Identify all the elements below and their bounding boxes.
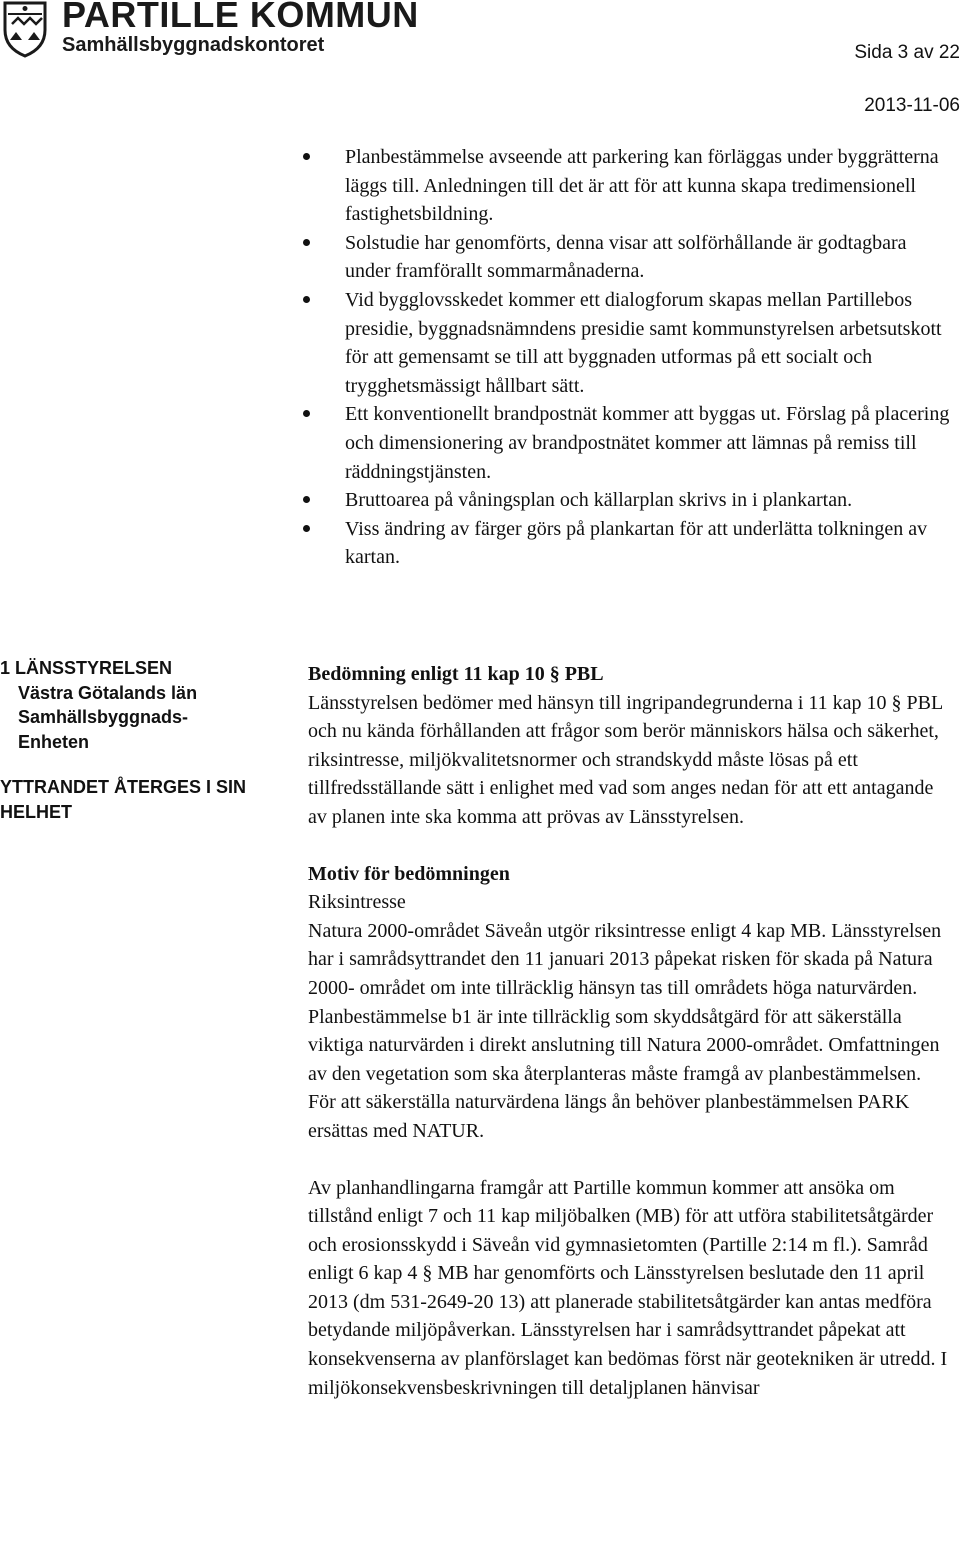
bullet-icon — [303, 296, 310, 303]
list-item — [300, 286, 950, 400]
stability-paragraph: Av planhandlingarna framgår att Partille kommun kommer att ansöka om tillstånd enligt 7 och 11 kap miljöbalken (MB) för att utföra stabilitetsåtgärder och erosionsskydd i Säveån vid gymnasietomten (Partille 2:14 m fl.). Samråd enligt 6 kap 4 § MB har genomförts och Länsstyrelsen beslutade den 11 april 2013 (dm 531-2649-20 13) att planerade stabilitetsåtgärder kan antas medföra betydande miljöpåverkan. Länsstyrelsen har i samrådsyttrandet påpekat att konsekvenserna av planförslaget kan bedömas först när geotekniken är utredd. I miljökonsekvensbeskrivningen till detaljplanen hänvisar — [308, 1176, 948, 1399]
document-date: 2013-11-06 — [864, 95, 960, 116]
section-heading-motivation: Motiv för bedömningen — [308, 862, 510, 885]
sender-note: YTTRANDET ÅTERGES I SIN HELHET — [0, 777, 247, 822]
list-item — [300, 515, 950, 572]
bullet-list — [300, 143, 950, 572]
motivation-paragraph: Natura 2000-området Säveån utgör riksintresse enligt 4 kap MB. Länsstyrelsen har i samrådsyttrandet den 11 januari 2013 påpekat risken för skada på Natura 2000- området om inte tillräcklig hänsyn tas till områdets höga naturvärden. Planbestämmelse b1 är inte tillräcklig som skyddsåtgärd för att säkerställa viktiga naturvärden i direkt anslutning till Natura 2000-området. Omfattningen av den vegetation som ska återplanteras måste framgå av planbestämmelsen. För att säkerställa naturvärdena längs ån behöver planbestämmelsen PARK ersättas med NATUR. — [308, 919, 942, 1142]
list-item-text: Planbestämmelse avseende att parkering kan förläggas under byggrätterna läggs till. Anledningen till det är att för att kunna skapa tredimensionell fastighetsbildning. — [345, 146, 939, 226]
list-item — [300, 229, 950, 286]
list-item-text: Vid bygglovsskedet kommer ett dialogforum skapas mellan Partillebos presidie, byggnadsnämndens presidie samt kommunstyrelsen arbetsutskott för att gemensamt se till att byggnaden utformas på ett socialt och trygghetsmässigt hållbart sätt. — [345, 288, 942, 397]
bullet-icon — [303, 525, 310, 532]
sender-unit: Samhällsbyggnads- — [18, 707, 189, 727]
assessment-paragraph: Länsstyrelsen bedömer med hänsyn till ingripandegrunderna i 11 kap 10 § PBL och nu kända förhållanden att frågor som berör människors hälsa och säkerhet, riksintresse, miljökvalitetsnormer och strandskydd måste lösas på ett tillfredsställande sätt i enlighet med vad som anges nedan för att ett antagande av planen inte ska komma att prövas av Länsstyrelsen. — [308, 691, 943, 828]
list-item-text: Solstudie har genomförts, denna visar att solförhållande är godtagbara under framförallt sommarmånaderna. — [345, 231, 907, 283]
list-item — [300, 486, 950, 515]
organization-name: PARTILLE KOMMUN — [62, 0, 419, 35]
page-number: Sida 3 av 22 — [854, 42, 960, 63]
list-item-text: Bruttoarea på våningsplan och källarplan skrivs in i plankartan. — [345, 489, 853, 512]
sidebar-sender — [0, 656, 290, 824]
bullet-icon — [303, 239, 310, 246]
municipal-crest-icon — [2, 0, 48, 58]
sender-unit-cont: Enheten — [18, 731, 90, 752]
bullet-icon — [303, 496, 310, 503]
bullet-icon — [303, 153, 310, 160]
list-item-text: Ett konventionellt brandpostnät kommer att byggas ut. Förslag på placering och dimensionering av brandpostnätet kommer att lämnas på remiss till räddningstjänsten. — [345, 403, 950, 483]
list-item — [300, 143, 950, 229]
sender-region: Västra Götalands län — [18, 682, 198, 703]
department-name: Samhällsbyggnadskontoret — [62, 34, 325, 56]
subheading-riksintresse: Riksintresse — [308, 891, 406, 914]
section-heading-assessment: Bedömning enligt 11 kap 10 § PBL — [308, 663, 604, 685]
sender-title: 1 LÄNSSTYRELSEN — [0, 658, 173, 678]
list-item — [300, 400, 950, 486]
bullet-icon — [303, 410, 310, 417]
list-item-text: Viss ändring av färger görs på plankartan för att underlätta tolkningen av kartan. — [345, 517, 928, 569]
main-content — [308, 660, 948, 1430]
